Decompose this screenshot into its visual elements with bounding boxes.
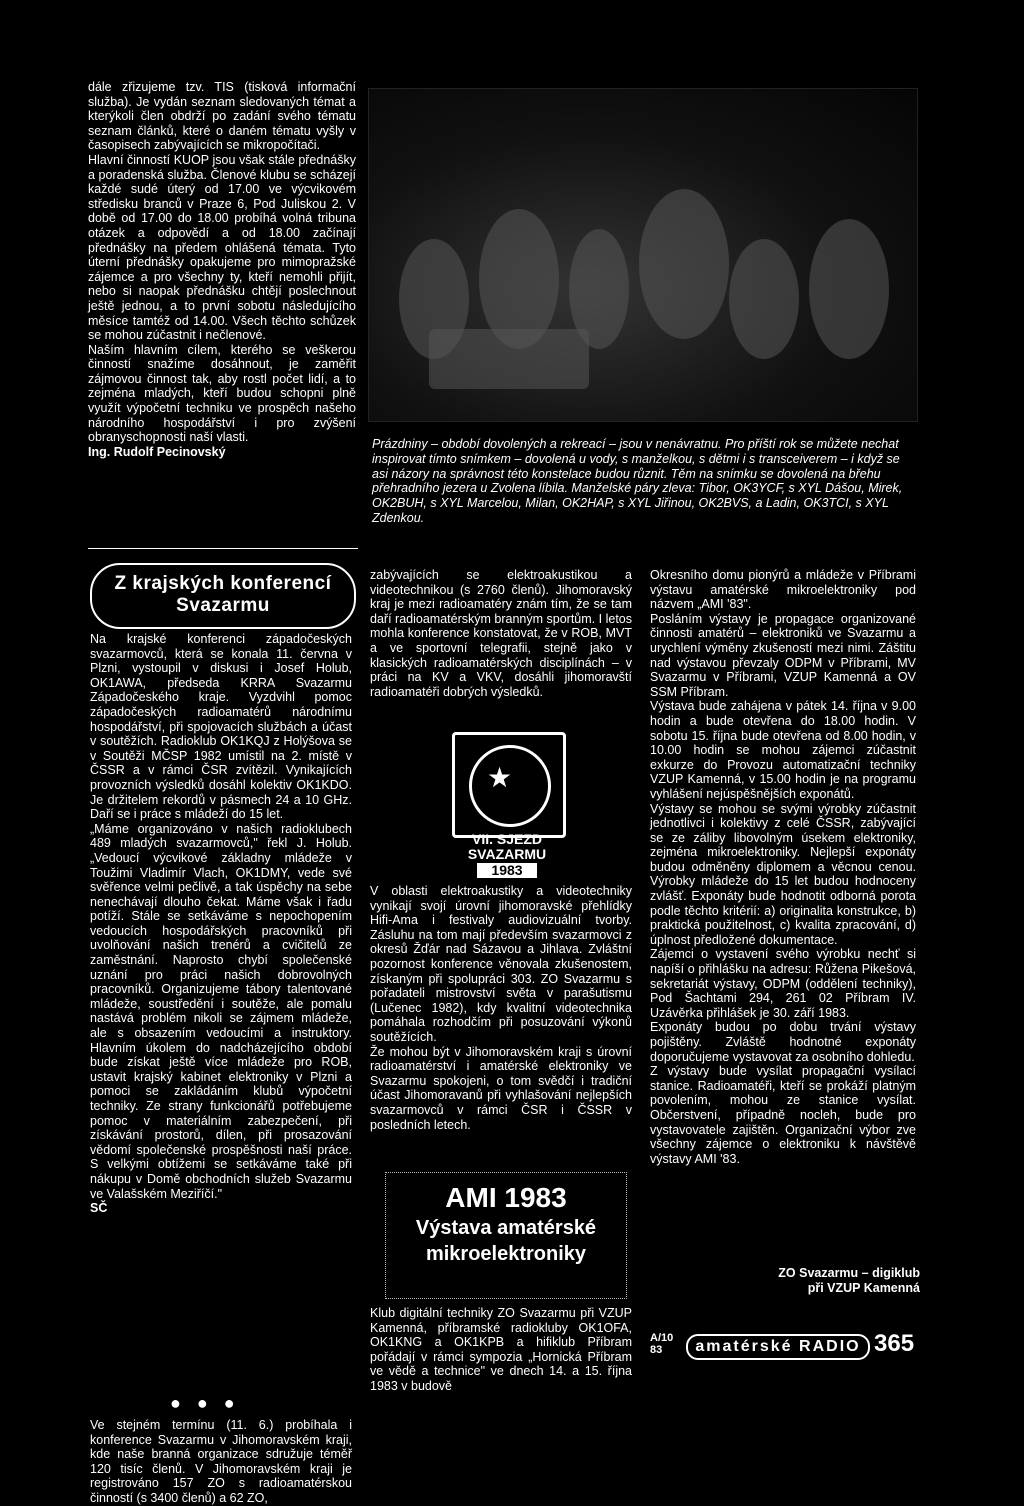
page-number: 365 [874,1330,915,1357]
column-3 [650,568,916,1166]
column-2-bottom [370,1306,632,1394]
ami-banner [385,1172,627,1299]
issue-number: A/10 83 [650,1332,674,1356]
column-1-text-b: Ve stejném termínu (11. 6.) probíhala i konference Svazarmu v Jihomoravském kraji, kde naše branná organizace sdružuje téměř 120 tisíc členů. V Jihomoravském kraji je registrováno 157 ZO s radioamatérskou činností (s 3400 členů) a 62 ZO, [90,1418,352,1505]
separator-dots: ●●● [170,1393,251,1413]
column-2-text-c: Klub digitální techniky ZO Svazarmu při VZUP Kamenná, příbramské radiokluby OK1OFA, OK1KNG a OK1KPB a hifiklub Příbram pořádají v rámci sympozia „Hornická Příbram ve vědě a technice" ve dnech 14. a 15. října 1983 v budově [370,1306,632,1393]
club-signature [730,1266,920,1296]
column-1 [90,632,352,1216]
photo-caption: Prázdniny – období dovolených a rekreací – jsou v nenávratnu. Pro příští rok se můžete nechat inspirovat tímto snímkem – dovolená u vody, s manželkou, s dětmi i s transceiverem – i když se asi názory na správnost této konstelace budou různit. Těm na snímku se dovolená na břehu přehradního jezera u Zvolena líbila. Manželské páry zleva: Tibor, OK3YCF, s XYL Dášou, Mirek, OK2BUH, s XYL Marcelou, Milan, OK2HAP, s XYL Jiřinou, OK2BVS, a Ladin, OK3TCI, s XYL Zdenkou. [372,437,903,525]
column-1-continued [90,1418,352,1506]
congress-logo-text [440,832,574,878]
section-title-line1: Z krajských konferencí [114,573,332,594]
magazine-logo: amatérské RADIO [686,1334,870,1360]
ami-subtitle-2: mikroelektroniky [425,1243,587,1265]
divider [88,548,358,549]
club-signature-line2: při VZUP Kamenná [807,1281,920,1295]
column-2 [370,568,632,699]
column-2-middle [370,884,632,1132]
article-signature: Ing. Rudolf Pecinovský [88,444,226,459]
photo [368,88,918,422]
page-footer [650,1330,916,1370]
logo-line1: VII. SJEZD [471,831,543,847]
logo-line3: 1983 [477,863,537,878]
column-1-signature: SČ [90,1201,108,1216]
column-1-text: Na krajské konferenci západočeských svazarmovců, která se konala 11. června v Plzni, vystoupil v diskusi i Josef Holub, OK1AWA, předseda KRRA Svazarmu Západočeského kraje. Vyzdvihl pomoc západočeských radioamatérů národnímu hospodářství, při spojovacích službách a účast v soutěžích. Radioklub OK1KQJ z Holýšova se v Soutěži MČSP 1982 umístil na 2. místě v ČSSR a v rámci ČSR zvítězil. Vynikajících provozních výsledků dosáhl kolektiv OK1KDO. Je držitelem rekordů v pásmech 24 a 10 GHz. Daří se i práce s mládeží do 15 let. „Máme organizováno v našich radioklubech 489 mladých svazarmovců," řekl J. Holub. „Vedoucí výcvikové základny mládeže v Toužimi Vladimír Vlach, OK1DMY, vede své svěřence velmi pečlivě, a tak úspěchy na sebe nenechávají dlouho čekat. Máme však i řadu potíží. Stále se setkáváme s nepochopením vedoucích hospodářských pracovníků při uvolňování našich trenérů a cvičitelů ze zaměstnání. Naprosto chybí společenské uznání pro práci našich dobrovolných pracovníků. Organizujeme tábory talentované mládeže, soustředění i soutěže, ale pomalu nastává problém nikoli se zájmem mládeže, ale s obsazením vedoucími a instruktory. Hlavním úkolem do nadcházejícího období bude získat ještě více mládeže pro ROB, ustavit krajský kabinet elektroniky v Plzni a pomoci se zakládáním klubů výpočetní techniky. Ze strany funkcionářů potřebujeme pomoc v materiálním zabezpečení, při získávání prostorů, dílen, při prosazování vědomí společenské prospěšnosti naší práce. S velkými obtížemi se setkáváme také při nákupu v Domě obchodních služeb Svazarmu ve Valašském Meziříčí." [90,632,352,1201]
logo-line2: SVAZARMU [467,846,547,862]
column-2-text-b: V oblasti elektroakustiky a videotechniky vynikají svojí úrovní jihomoravské přehlídky Hifi-Ama i festivaly audiovizuální tvorby. Zásluhu na tom mají především svazarmovci z okresů Žďár nad Sázavou a Jihlava. Zvláštní pozornost konference věnovala zkušenostem, získaným při spolupráci 303. ZO Svazarmu s pořadateli mistrovství světa v parašutismu (Lučenec 1982), kdy kvalitní videotechnika pomáhala rozhodčím při posuzování výkonů soutěžících. Že mohou být v Jihomoravském kraji s úrovní radioamatérství i amatérské elektroniky ve Svazarmu spokojeni, o tom svědčí i tradiční účast Jihomoravanů při vyhlašování nejlepších svazarmovců v rámci ČSR i ČSSR v posledních letech. [370,884,632,1132]
club-signature-line1: ZO Svazarmu – digiklub [778,1266,920,1280]
ami-subtitle-1: Výstava amatérské [415,1217,597,1239]
section-title-line2: Svazarmu [176,595,270,616]
column-2-text: zabývajících se elektroakustikou a videotechnikou (s 2760 členů). Jihomoravský kraj je mezi radioamatéry znám tím, že se tam daří radioamatérským branným sportům. I letos mohla konference konstatovat, že v ROB, MVT a ve sportovní telegrafii, stejně jako v klasických radioamatérských disciplínách – v práci na KV a VKV, dosáhli jihomoravští radioamatéři dobrých výsledků. [370,568,632,699]
congress-logo [452,732,566,838]
top-article-column [88,80,356,459]
ami-title: AMI 1983 [445,1182,567,1213]
column-3-text: Okresního domu pionýrů a mládeže v Příbrami výstavu amatérské mikroelektroniky pod názvem „AMI '83". Posláním výstavy je propagace organizované činnosti amatérů – elektroniků ve Svazarmu a urychlení výměny zkušeností mezi nimi. Záštitu nad výstavou převzaly ODPM v Příbrami, MV Svazarmu v Příbrami, VZUP Kamenná a OV SSM Příbram. Výstava bude zahájena v pátek 14. října v 9.00 hodin a bude otevřena do 18.00 hodin. V sobotu 15. října bude otevřena od 8.00 hodin, v 10.00 hodin se mohou zájemci zúčastnit exkurze do Provozu automatizační techniky VZUP Kamenná, v 15.00 hodin je na programu vyhlášení nejúspěšnějších exponátů. Výstavy se mohou se svými výrobky zúčastnit jednotlivci i kolektivy z celé ČSSR, zabývající se ze záliby libovolným úsekem elektroniky, zejména mikroelektroniky. Nejlepší exponáty budou odměněny diplomem a věcnou cenou. Výrobky mládeže do 15 let budou hodnoceny zvlášť. Exponáty bude hodnotit odborná porota podle těchto kritérií: a) originalita konstrukce, b) praktická použitelnost, c) kvalita zpracování, d) úplnost předložené dokumentace. Zájemci o vystavení svého výrobku nechť si napíší o přihlášku na adresu: Růžena Pikešová, sekretariát výstavy, ODPM (oddělení techniky), Pod Šachtami 294, 261 02 Příbram IV. Uzávěrka přihlášek je 30. září 1983. Exponáty budou po dobu trvání výstavy pojištěny. Zvláště hodnotné exponáty doporučujeme vystavovat za osobního dohledu. Z výstavy bude vysílat propagační vysílací stanice. Radioamatéři, kteří se prokáží platným povolením, mohou ze stanice vysílat. Občerstvení, případně nocleh, bude pro vystavovatele zajištěn. Organizační výbor zve všechny zájemce o elektroniku k návštěvě výstavy AMI '83. [650,568,916,1166]
section-title [90,563,356,629]
star-icon: ★ [487,762,513,793]
article-text: dále zřizujeme tzv. TIS (tisková informační služba). Je vydán seznam sledovaných témat a kterýkoli člen obdrží po zadání svého tématu seznam článků, které o daném tématu vyšly v časopisech zabývajících se mikropočítači. Hlavní činností KUOP jsou však stále přednášky a poradenská služba. Členové klubu se scházejí každé sudé úterý od 17.00 ve výcvikovém středisku branců v Praze 6, Pod Juliskou 2. V době od 17.00 do 18.00 probíhá volná tribuna otázek a odpovědí a od 18.00 začínají přednášky na předem ohlášená témata. Tyto úterní přednášky opakujeme pro mimopražské zájemce a pro všechny ty, kteří nemohli přijít, nebo si naopak přednášku chtějí poslechnout ještě jednou, a to první sobotu následujícího měsíce tamtéž od 14.00. Všech těchto schůzek se mohou zúčastnit i nečlenové. Naším hlavním cílem, kterého se veškerou činností snažíme dosáhnout, je zaměřit zájmovou činnost tak, aby rostl počet lidí, a to zejména mladých, kteří budou schopni plně využít výpočetní techniku ve prospěch našeho národního hospodářství i pro zvýšení obranyschopnosti naší vlasti. [88,80,356,445]
